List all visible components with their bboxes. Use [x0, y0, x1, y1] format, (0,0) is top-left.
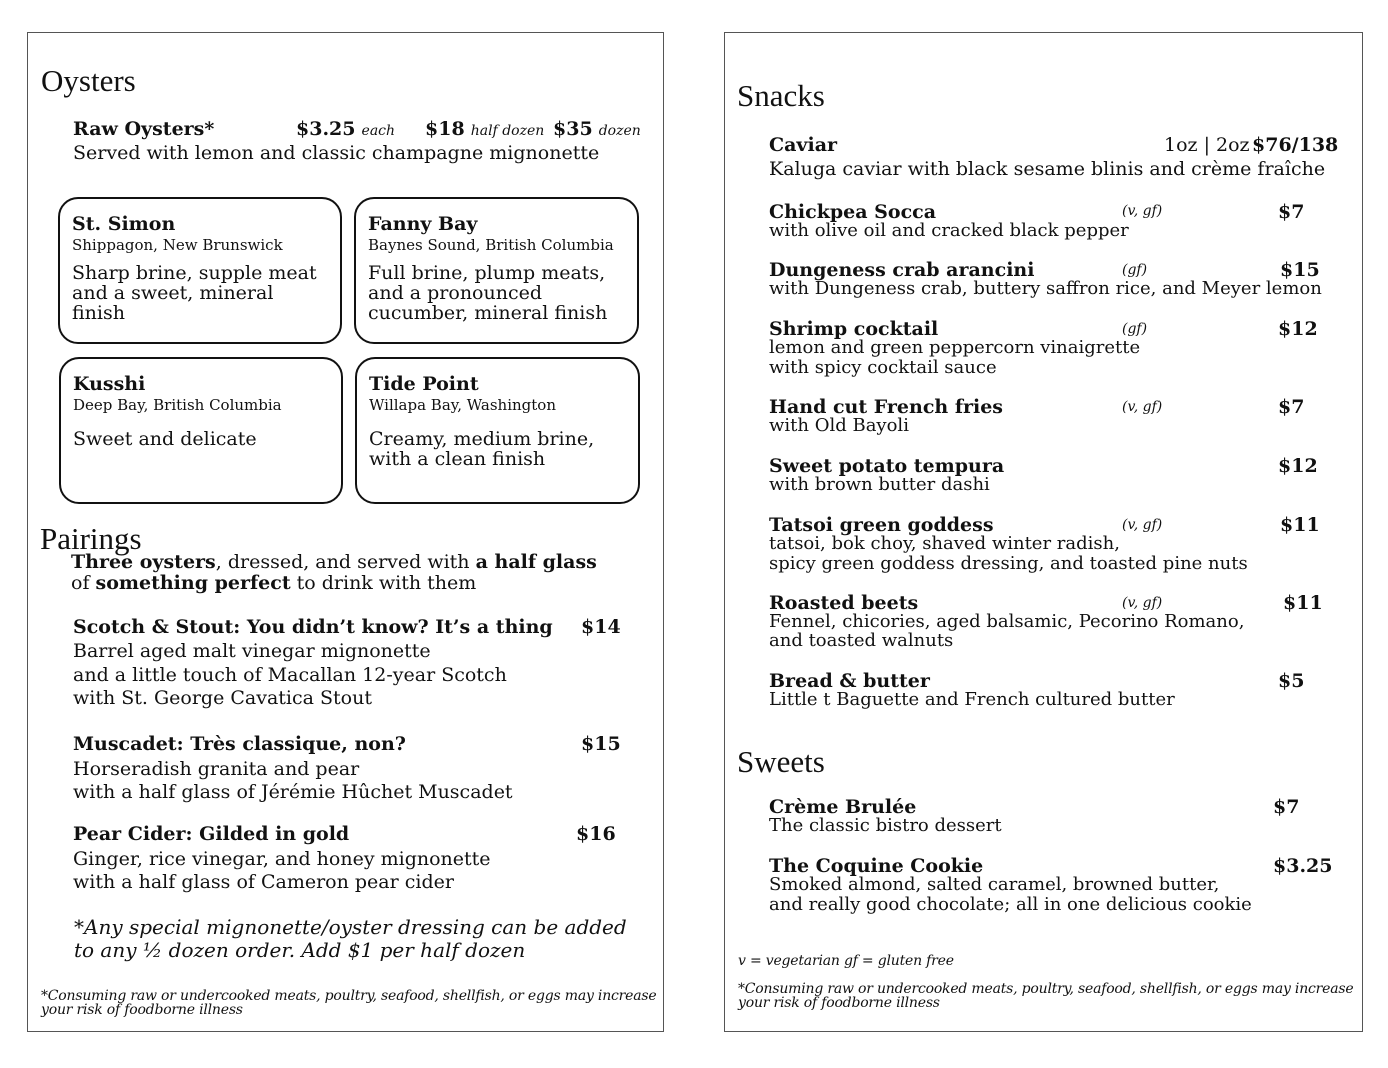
oyster-name: Fanny Bay: [368, 213, 478, 235]
sweets-heading: Sweets: [737, 744, 825, 779]
menu-item-desc: with spicy cocktail sauce: [769, 357, 997, 378]
menu-item-name: Shrimp cocktail: [769, 318, 939, 340]
raw-oysters-price-half-dozen: [425, 117, 544, 143]
oyster-location: Willapa Bay, Washington: [369, 396, 556, 414]
pairing-line: Horseradish granita and pear: [73, 758, 360, 780]
pairing-price: $15: [581, 733, 621, 755]
menu-item-price: $15: [1280, 259, 1320, 281]
menu-item-desc: spicy green goddess dressing, and toasted pine nuts: [769, 553, 1248, 574]
disclaimer: [738, 982, 1353, 1010]
pairing-line: Ginger, rice vinegar, and honey mignonette: [73, 848, 491, 870]
oyster-name: St. Simon: [72, 213, 176, 235]
oyster-location: Shippagon, New Brunswick: [72, 236, 283, 254]
disclaimer-line: your risk of foodborne illness: [738, 995, 940, 1011]
diet-tag: (v, gf): [1122, 399, 1163, 415]
pairing-name: Pear Cider: Gilded in gold: [73, 823, 350, 845]
raw-oysters-price-dozen: [553, 117, 641, 143]
menu-item-price: $11: [1283, 592, 1323, 614]
intro-text: , dressed, and served with: [215, 551, 476, 573]
menu-item-price: $7: [1273, 796, 1300, 818]
unit-dozen: dozen: [598, 123, 641, 139]
diet-legend: v = vegetarian gf = gluten free: [738, 953, 954, 969]
menu-item-desc: lemon and green peppercorn vinaigrette: [769, 337, 1141, 358]
menu-item-name: Hand cut French fries: [769, 396, 1004, 418]
menu-item-desc: with Old Bayoli: [769, 415, 909, 436]
raw-oysters-name: Raw Oysters*: [73, 118, 215, 140]
special-note: [74, 916, 627, 962]
menu-item-price: $3.25: [1273, 855, 1333, 877]
pairing-line: with a half glass of Cameron pear cider: [73, 871, 454, 893]
snacks-heading: Snacks: [737, 78, 825, 113]
oyster-description: Full brine, plump meats, and a pronounced cucumber, mineral finish: [368, 262, 608, 324]
oyster-description: Creamy, medium brine, with a clean finish: [369, 428, 595, 470]
menu-item-desc: with olive oil and cracked black pepper: [769, 220, 1129, 241]
snacks-page: [724, 32, 1363, 1032]
oyster-location: Baynes Sound, British Columbia: [368, 236, 614, 254]
intro-bold: Three oysters: [71, 551, 216, 573]
oyster-card: [59, 357, 343, 504]
menu-item-price: $76/138: [1252, 134, 1339, 156]
diet-tag: (v, gf): [1122, 203, 1163, 219]
diet-tag: (v, gf): [1122, 595, 1163, 611]
diet-tag: (gf): [1122, 321, 1148, 337]
menu-item-price: $12: [1278, 318, 1318, 340]
menu-item-desc: tatsoi, bok choy, shaved winter radish,: [769, 533, 1120, 554]
menu-item-desc: Fennel, chicories, aged balsamic, Pecorino Romano,: [769, 611, 1245, 632]
raw-oysters-desc: Served with lemon and classic champagne mignonette: [73, 142, 600, 164]
oyster-card: [355, 357, 640, 504]
raw-oysters-price-each: [296, 117, 395, 143]
menu-item-desc: with Dungeness crab, buttery saffron rice, and Meyer lemon: [769, 278, 1322, 299]
disclaimer-line: *Consuming raw or undercooked meats, poultry, seafood, shellfish, or eggs may increase: [738, 981, 1354, 997]
oyster-card: [58, 197, 342, 344]
menu-item-name: Chickpea Socca: [769, 201, 937, 223]
menu-item-name: Bread & butter: [769, 670, 930, 692]
pairing-line: and a little touch of Macallan 12-year Scotch: [73, 664, 507, 686]
menu-item-desc: and toasted walnuts: [769, 630, 954, 651]
disclaimer-line: *Consuming raw or undercooked meats, poultry, seafood, shellfish, or eggs may increase: [41, 988, 657, 1004]
oysters-heading: Oysters: [41, 63, 136, 98]
menu-item-price: $7: [1278, 201, 1305, 223]
menu-item-name: Sweet potato tempura: [769, 455, 1005, 477]
menu-item-price: $11: [1280, 514, 1320, 536]
menu-item-desc: Little t Baguette and French cultured butter: [769, 689, 1175, 710]
menu-item-name: The Coquine Cookie: [769, 855, 984, 877]
pairing-line: Barrel aged malt vinegar mignonette: [73, 640, 431, 662]
diet-tag: (gf): [1122, 262, 1148, 278]
unit-half-dozen: half dozen: [470, 123, 545, 139]
disclaimer-line: your risk of foodborne illness: [41, 1002, 243, 1018]
intro-text: of: [71, 572, 96, 594]
menu-item-desc: The classic bistro dessert: [769, 815, 1002, 836]
pairing-name: Muscadet: Très classique, non?: [73, 733, 406, 755]
oyster-location: Deep Bay, British Columbia: [73, 396, 282, 414]
oyster-description: Sharp brine, supple meat and a sweet, mineral finish: [72, 262, 317, 324]
menu-item-name: Roasted beets: [769, 592, 919, 614]
pairing-line: with a half glass of Jérémie Hûchet Muscadet: [73, 781, 513, 803]
price-half-dozen: $18: [425, 118, 465, 140]
menu-item-price: $5: [1278, 670, 1305, 692]
unit-each: each: [361, 123, 396, 139]
price-dozen: $35: [553, 118, 593, 140]
disclaimer: [41, 989, 656, 1017]
intro-text: to drink with them: [290, 572, 477, 594]
intro-bold: something perfect: [95, 572, 291, 594]
pairing-price: $16: [576, 823, 616, 845]
menu-item-desc: Kaluga caviar with black sesame blinis and crème fraîche: [769, 158, 1326, 180]
caviar-size: 1oz | 2oz: [1164, 134, 1250, 156]
menu-item-name: Tatsoi green goddess: [769, 514, 994, 536]
pairing-price: $14: [581, 616, 621, 638]
pairings-heading: Pairings: [40, 521, 142, 556]
diet-tag: (v, gf): [1122, 517, 1163, 533]
pairing-name: Scotch & Stout: You didn’t know? It’s a thing: [73, 616, 553, 638]
intro-bold: a half glass: [475, 551, 597, 573]
menu-item-price: $12: [1278, 455, 1318, 477]
oysters-page: [27, 32, 664, 1032]
special-note-line: *Any special mignonette/oyster dressing can be added: [74, 915, 627, 939]
menu-item-desc: Smoked almond, salted caramel, browned butter,: [769, 874, 1220, 895]
menu-item-name: Dungeness crab arancini: [769, 259, 1035, 281]
pairing-line: with St. George Cavatica Stout: [73, 687, 372, 709]
menu-item-desc: and really good chocolate; all in one delicious cookie: [769, 894, 1252, 915]
oyster-description: Sweet and delicate: [73, 428, 257, 450]
menu-item-name: Crème Brulée: [769, 796, 917, 818]
oyster-name: Tide Point: [369, 373, 479, 395]
menu-item-name: Caviar: [769, 134, 838, 156]
oyster-name: Kusshi: [73, 373, 146, 395]
special-note-line: to any ½ dozen order. Add $1 per half dozen: [74, 938, 526, 962]
menu-item-desc: with brown butter dashi: [769, 474, 990, 495]
pairings-intro: [71, 552, 597, 594]
menu-item-price: $7: [1278, 396, 1305, 418]
oyster-card: [354, 197, 639, 344]
price-each: $3.25: [296, 118, 356, 140]
